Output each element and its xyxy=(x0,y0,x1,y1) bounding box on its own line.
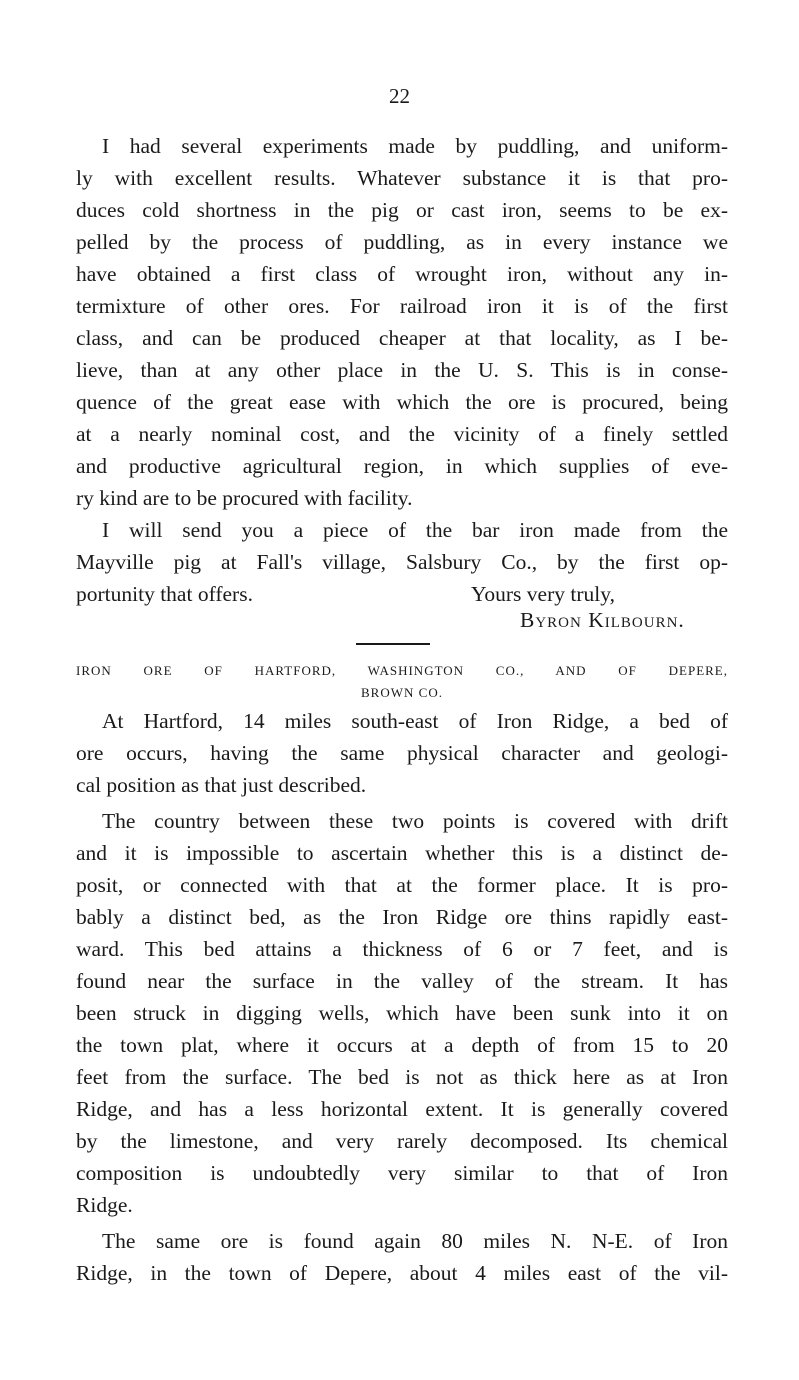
text-line: composition is undoubtedly very similar to that of Iron xyxy=(76,1161,728,1185)
text-line: Mayville pig at Fall's village, Salsbury Co., by the first op- xyxy=(76,550,728,574)
text-line: The country between these two points is covered with drift xyxy=(102,809,728,833)
text-line: by the limestone, and very rarely decomposed. Its chemical xyxy=(76,1129,728,1153)
text-line: termixture of other ores. For railroad iron it is of the first xyxy=(76,294,728,318)
text-line: I will send you a piece of the bar iron made from the xyxy=(102,518,728,542)
text-line: Ridge, in the town of Depere, about 4 miles east of the vil- xyxy=(76,1261,728,1285)
text-line: feet from the surface. The bed is not as thick here as at Iron xyxy=(76,1065,728,1089)
text-line: ly with excellent results. Whatever substance it is that pro- xyxy=(76,166,728,190)
text-line: at a nearly nominal cost, and the vicinity of a finely settled xyxy=(76,422,728,446)
text-line: cal position as that just described. xyxy=(76,773,367,797)
text-line: have obtained a first class of wrought iron, without any in- xyxy=(76,262,728,286)
page-number: 22 xyxy=(389,84,410,108)
text-line: and it is impossible to ascertain whether this is a distinct de- xyxy=(76,841,728,865)
text-line: been struck in digging wells, which have been sunk into it on xyxy=(76,1001,728,1025)
text-line: At Hartford, 14 miles south-east of Iron Ridge, a bed of xyxy=(102,709,728,733)
text-line: pelled by the process of puddling, as in every instance we xyxy=(76,230,728,254)
text-line: duces cold shortness in the pig or cast iron, seems to be ex- xyxy=(76,198,728,222)
section-heading: IRON ORE OF HARTFORD, WASHINGTON CO., AND OF DEPERE, xyxy=(76,663,728,678)
text-line: ry kind are to be procured with facility. xyxy=(76,486,413,510)
section-divider xyxy=(356,643,430,645)
text-line: and productive agricultural region, in which supplies of eve- xyxy=(76,454,728,478)
section-heading-continued: BROWN CO. xyxy=(361,685,443,700)
letter-closing: Yours very truly, xyxy=(471,582,615,606)
text-line: I had several experiments made by puddling, and uniform- xyxy=(102,134,728,158)
text-line: found near the surface in the valley of the stream. It has xyxy=(76,969,728,993)
text-line: posit, or connected with that at the former place. It is pro- xyxy=(76,873,728,897)
text-line: Ridge. xyxy=(76,1193,133,1217)
text-line: Ridge, and has a less horizontal extent. It is generally covered xyxy=(76,1097,728,1121)
text-line: the town plat, where it occurs at a depth of from 15 to 20 xyxy=(76,1033,728,1057)
text-line: bably a distinct bed, as the Iron Ridge ore thins rapidly east- xyxy=(76,905,728,929)
text-line: quence of the great ease with which the ore is procured, being xyxy=(76,390,728,414)
text-line: ward. This bed attains a thickness of 6 or 7 feet, and is xyxy=(76,937,728,961)
text-line: class, and can be produced cheaper at that locality, as I be- xyxy=(76,326,728,350)
text-line: ore occurs, having the same physical character and geologi- xyxy=(76,741,728,765)
text-line: lieve, than at any other place in the U. S. This is in conse- xyxy=(76,358,728,382)
letter-signature: Byron Kilbourn. xyxy=(520,608,685,632)
text-line: portunity that offers. xyxy=(76,582,253,606)
text-line: The same ore is found again 80 miles N. N-E. of Iron xyxy=(102,1229,728,1253)
